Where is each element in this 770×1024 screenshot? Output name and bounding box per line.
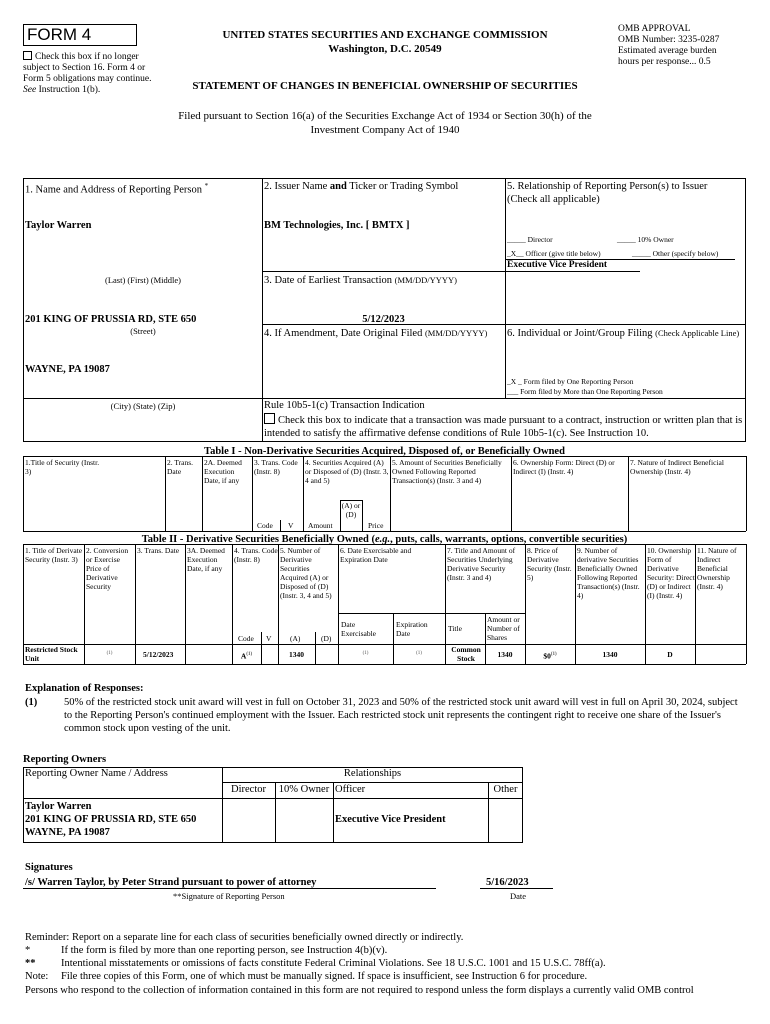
box4-label (264, 327, 487, 340)
footer-star1: * (25, 945, 31, 956)
ro-addr1: 201 KING OF PRUSSIA RD, STE 650 (25, 814, 197, 825)
t2-row-security: Restricted Stock Unit (25, 645, 78, 663)
signature-text: /s/ Warren Taylor, by Peter Strand pursuant to power of attorney (25, 877, 317, 888)
instruction-ref: Instruction 1(b). (38, 85, 101, 95)
ro-col-relationships: Relationships (343, 768, 402, 779)
form-title: FORM 4 (27, 25, 92, 44)
omb-approval (618, 24, 758, 68)
no-longer-subject-text: Check this box if no longer subject to Section 16. Form 4 or Form 5 obligations may continue. (23, 52, 152, 84)
director-option[interactable]: _____ Director (507, 235, 553, 244)
t1-col2a: 2A. Deemed Execution Date, if any (204, 458, 242, 485)
ten-percent-owner-option[interactable]: _____ 10% Owner (617, 235, 674, 244)
t2-row-conv: (1) (106, 651, 113, 656)
rule-10b5-text-wrap (264, 413, 744, 440)
t1-sub-amount: Amount (308, 521, 333, 530)
t2-row-price (525, 650, 575, 661)
name-sublabel: (Last) (First) (Middle) (104, 275, 181, 285)
ro-col-10pct: 10% Owner (278, 784, 330, 795)
t2-row-title: Common Stock (451, 645, 481, 663)
reporting-owners-title: Reporting Owners (23, 754, 107, 765)
t2-col6: 6. Date Exercisable and Expiration Date (340, 546, 412, 564)
box2-label-and: and (329, 181, 347, 192)
box1-label-mark: * (204, 182, 209, 190)
omb-burden: Estimated average burden (618, 46, 717, 56)
t1-sub-v: V (288, 521, 294, 530)
box3-label-text: 3. Date of Earliest Transaction (264, 275, 393, 286)
t1-sub-price: Price (368, 521, 384, 530)
no-longer-subject-checkbox[interactable] (23, 51, 32, 60)
footer-note-label: Note: (25, 971, 49, 982)
filed-by-more-option[interactable]: ___ Form filed by More than One Reporting Person (507, 387, 663, 396)
t2-sub-amount: Amount or Number of Shares (487, 615, 520, 642)
t2-row-form: D (667, 650, 673, 659)
t2-sub-title: Title (448, 624, 462, 633)
footnote-1-number: (1) (25, 697, 38, 708)
reminder-line: Reminder: Report on a separate line for each class of securities beneficially owned directly or indirectly. (25, 932, 464, 943)
t2-col3a: 3A. Deemed Execution Date, if any (187, 546, 225, 573)
t1-col5: 5. Amount of Securities Beneficially Owned Following Reported Transaction(s) (Instr. 3 and 4) (392, 458, 502, 485)
box2-label-b: Ticker or Trading Symbol (349, 181, 459, 192)
footer-line3: Intentional misstatements or omissions of facts constitute Federal Criminal Violations. See 18 U.S.C. 1001 and 15 U.S.C. 78ff(a). (61, 958, 606, 969)
date-label: Date (510, 891, 527, 901)
table1-title: Table I - Non-Derivative Securities Acquired, Disposed of, or Beneficially Owned (204, 446, 565, 457)
t2-row-date-ex: (1) (362, 651, 369, 656)
box2-label-a: 2. Issuer Name (264, 181, 328, 192)
box2-label (264, 180, 458, 193)
omb-hours: hours per response... 0.5 (618, 57, 711, 67)
t2-row-date: 5/12/2023 (143, 650, 174, 659)
footer-line2: If the form is filed by more than one reporting person, see Instruction 4(b)(v). (61, 945, 388, 956)
t2-row-price-value: $0 (543, 651, 551, 661)
t2-row-code (232, 650, 261, 661)
table2-title-eg: e.g. (374, 534, 391, 545)
signatures-title: Signatures (25, 862, 73, 873)
t2-col7: 7. Title and Amount of Securities Underlying Derivative Security (Instr. 3 and 4) (447, 546, 516, 582)
t2-col2: 2. Conversion or Exercise Price of Derivative Security (86, 546, 129, 591)
t2-row-code-value: A (240, 651, 247, 661)
footer-star2: ** (25, 958, 36, 969)
explanation-title: Explanation of Responses: (25, 683, 144, 694)
t2-col3: 3. Trans. Date (137, 546, 180, 555)
box5-label: 5. Relationship of Reporting Person(s) to Issuer (507, 181, 708, 192)
rule-10b5-checkbox[interactable] (264, 413, 275, 424)
reporting-person-city: WAYNE, PA 19087 (25, 364, 110, 375)
t2-row-code-footnote: (1) (246, 652, 253, 657)
earliest-transaction-date: 5/12/2023 (362, 314, 405, 325)
agency-address: Washington, D.C. 20549 (328, 43, 442, 55)
table2-title-a: Table II - Derivative Securities Beneficially Owned ( (141, 534, 375, 545)
ro-addr2: WAYNE, PA 19087 (25, 827, 110, 838)
rule-10b5-label: Rule 10b5-1(c) Transaction Indication (264, 400, 425, 411)
box6-label-text: 6. Individual or Joint/Group Filing (507, 328, 653, 339)
t2-sub-v: V (266, 634, 272, 643)
box1-label (25, 180, 208, 197)
t1-col7: 7. Nature of Indirect Beneficial Ownership (Instr. 4) (630, 458, 724, 476)
t2-sub-d: (D) (321, 634, 332, 643)
ro-col-officer: Officer (335, 784, 366, 795)
t1-sub-code: Code (257, 521, 273, 530)
t2-row-a: 1340 (289, 650, 304, 659)
t2-row-shares: 1340 (497, 650, 513, 659)
t2-sub-a: (A) (290, 634, 301, 643)
t2-row-owned: 1340 (602, 650, 618, 659)
box1-label-text: 1. Name and Address of Reporting Person (25, 184, 203, 196)
t2-col11: 11. Nature of Indirect Beneficial Ownership (Instr. 4) (697, 546, 737, 591)
officer-title: Executive Vice President (507, 260, 608, 270)
footer-line4: File three copies of this Form, one of which must be manually signed. If space is insufficient, see Instruction 6 for procedure. (61, 971, 588, 982)
street-sublabel: (Street) (130, 326, 156, 336)
signature-date: 5/16/2023 (486, 877, 529, 888)
t1-col1: 1.Title of Security (Instr. 3) (25, 458, 100, 476)
t2-sub-date-ex: Date Exercisable (341, 620, 376, 638)
t1-col4: 4. Securities Acquired (A) or Disposed of (D) (Instr. 3, 4 and 5) (305, 458, 389, 485)
see-text: See (23, 85, 37, 95)
filed-by-one-option[interactable]: _X _ Form filed by One Reporting Person (507, 377, 634, 386)
ro-col-director: Director (231, 784, 266, 795)
ro-name: Taylor Warren (25, 801, 92, 812)
ro-col-name: Reporting Owner Name / Address (25, 768, 168, 779)
filed-pursuant-line2: Investment Company Act of 1940 (310, 124, 460, 136)
t2-col10: 10. Ownership Form of Derivative Security: Direct (D) or Indirect (I) (Instr. 4) (647, 546, 695, 600)
box4-label-text: 4. If Amendment, Date Original Filed (264, 328, 423, 339)
table2-title-b: , puts, calls, warrants, options, convertible securities) (390, 534, 628, 545)
omb-number: OMB Number: 3235-0287 (618, 35, 720, 45)
t2-row-exp: (1) (416, 651, 422, 656)
footer-line5: Persons who respond to the collection of information contained in this form are not required to respond unless the form displays a currently valid OMB control (25, 985, 694, 996)
box3-label (264, 274, 457, 287)
t2-col4: 4. Trans. Code (Instr. 8) (234, 546, 278, 564)
box6-label-note: (Check Applicable Line) (655, 328, 740, 338)
t2-row-price-footnote: (1) (550, 652, 557, 657)
t1-sub-ad: (A) or (D) (341, 501, 361, 519)
filed-pursuant-line1: Filed pursuant to Section 16(a) of the Securities Exchange Act of 1934 or Section 30(h) of the (178, 110, 592, 122)
agency-name: UNITED STATES SECURITIES AND EXCHANGE COMMISSION (222, 29, 548, 41)
footnote-1-text: 50% of the restricted stock unit award will vest in full on October 31, 2023 and 50% of the restricted stock unit award will vest in full on April 30, 2024, subject to the Reporting Person's continued employment with the Issuer. Each restricted stock unit represents the contingent right to receive one share of the Issuer's common stock upon vesting of the unit. (64, 697, 738, 734)
issuer-name: BM Technologies, Inc. [ BMTX ] (264, 220, 410, 231)
ro-col-other: Other (493, 784, 518, 795)
t1-col6: 6. Ownership Form: Direct (D) or Indirect (I) (Instr. 4) (513, 458, 615, 476)
t1-col3: 3. Trans. Code (Instr. 8) (254, 458, 298, 476)
box5-sublabel: (Check all applicable) (507, 194, 600, 205)
other-option[interactable]: _____ Other (specify below) (632, 249, 719, 258)
statement-title: STATEMENT OF CHANGES IN BENEFICIAL OWNERSHIP OF SECURITIES (192, 80, 578, 92)
ro-officer: Executive Vice President (335, 814, 446, 825)
city-sublabel: (City) (State) (Zip) (110, 401, 176, 411)
box6-label (507, 327, 745, 340)
t2-col5: 5. Number of Derivative Securities Acquired (A) or Disposed of (D) (Instr. 3, 4 and 5) (280, 546, 332, 600)
t2-col8: 8. Price of Derivative Security (Instr. 5) (527, 546, 572, 582)
officer-option[interactable]: _X__ Officer (give title below) (507, 249, 601, 258)
t2-sub-exp: Expiration Date (396, 620, 428, 638)
box3-label-fmt: (MM/DD/YYYY) (394, 275, 457, 285)
reporting-person-street: 201 KING OF PRUSSIA RD, STE 650 (25, 314, 197, 325)
t2-sub-code: Code (238, 634, 254, 643)
t1-col2: 2. Trans. Date (167, 458, 194, 476)
signature-label: **Signature of Reporting Person (173, 891, 285, 901)
t2-col1: 1. Title of Derivate Security (Instr. 3) (25, 546, 83, 564)
box4-label-fmt: (MM/DD/YYYY) (424, 328, 488, 338)
t2-col9: 9. Number of derivative Securities Beneficially Owned Following Reported Transaction(s) (Instr. 4) (577, 546, 640, 600)
reporting-person-name: Taylor Warren (25, 220, 92, 231)
rule-10b5-text: Check this box to indicate that a transaction was made pursuant to a contract, instruction or written plan that is intended to satisfy the affirmative defense conditions of Rule 10b5-1(c). See Instruction 10. (264, 415, 743, 439)
no-longer-subject-note (23, 51, 155, 96)
omb-title: OMB APPROVAL (618, 24, 691, 34)
form-title-box (23, 24, 137, 46)
